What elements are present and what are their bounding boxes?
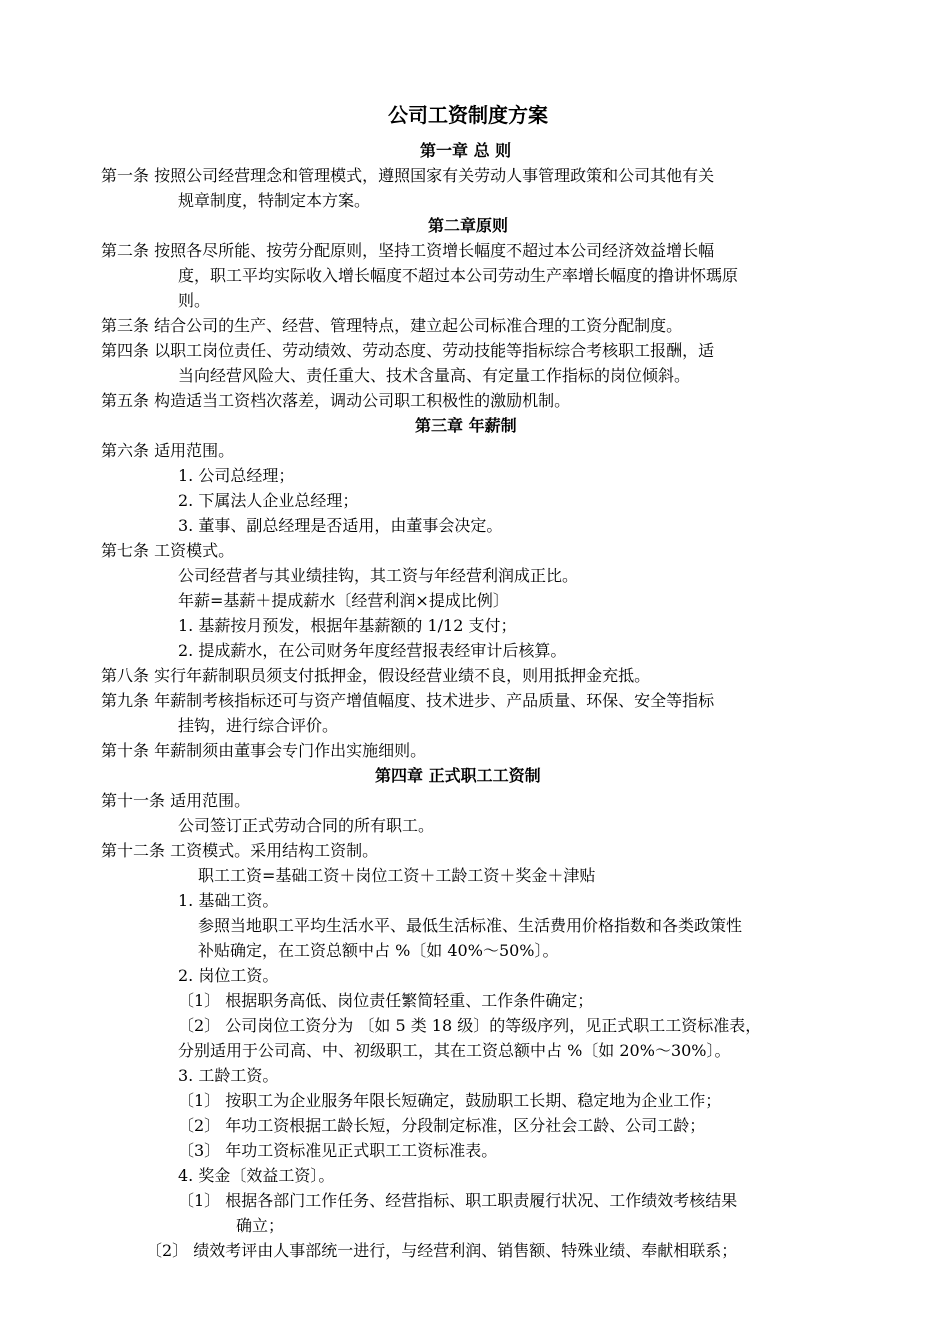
body-line: 当向经营风险大、责任重大、技术含量高、有定量工作指标的岗位倾斜。 <box>178 366 691 385</box>
body-line: 第一条 按照公司经营理念和管理模式，遵照国家有关劳动人事管理政策和公司其他有关 <box>101 166 715 185</box>
body-line: 2. 下属法人企业总经理； <box>178 491 359 510</box>
body-line: 1. 基薪按月预发，根据年基薪额的 1/12 支付； <box>178 616 517 635</box>
chapter-heading: 第四章 正式职工工资制 <box>375 766 541 785</box>
body-line: 分别适用于公司高、中、初级职工，其在工资总额中占 %〔如 20%～30%〕。 <box>178 1041 731 1060</box>
body-line: 第三条 结合公司的生产、经营、管理特点，建立起公司标准合理的工资分配制度。 <box>101 316 683 335</box>
body-line: 补贴确定，在工资总额中占 %〔如 40%～50%〕。 <box>198 941 559 960</box>
body-line: 〔1〕 按职工为企业服务年限长短确定，鼓励职工长期、稳定地为企业工作； <box>178 1091 722 1110</box>
body-line: 〔1〕 根据各部门工作任务、经营指标、职工职责履行状况、工作绩效考核结果 <box>178 1191 738 1210</box>
body-line: 第五条 构造适当工资档次落差，调动公司职工积极性的激励机制。 <box>101 391 571 410</box>
body-line: 〔2〕 绩效考评由人事部统一进行，与经营利润、销售额、特殊业绩、奉献相联系； <box>146 1241 738 1260</box>
body-line: 第六条 适用范围。 <box>101 441 235 460</box>
body-line: 年薪=基薪＋提成薪水〔经营利润×提成比例〕 <box>178 591 509 610</box>
body-line: 3. 工龄工资。 <box>178 1066 279 1085</box>
body-line: 第四条 以职工岗位责任、劳动绩效、劳动态度、劳动技能等指标综合考核职工报酬，适 <box>101 341 715 360</box>
body-line: 确立； <box>236 1216 285 1235</box>
body-line: 第二条 按照各尽所能、按劳分配原则，坚持工资增长幅度不超过本公司经济效益增长幅 <box>101 241 715 260</box>
body-line: 规章制度，特制定本方案。 <box>178 191 371 210</box>
body-line: 职工工资=基础工资＋岗位工资＋工龄工资＋奖金＋津贴 <box>198 866 596 885</box>
body-line: 1. 公司总经理； <box>178 466 295 485</box>
body-line: 第十一条 适用范围。 <box>101 791 251 810</box>
body-line: 则。 <box>178 291 211 310</box>
body-line: 2. 岗位工资。 <box>178 966 279 985</box>
body-line: 参照当地职工平均生活水平、最低生活标准、生活费用价格指数和各类政策性 <box>198 916 743 935</box>
body-line: 3. 董事、副总经理是否适用，由董事会决定。 <box>178 516 503 535</box>
body-line: 度，职工平均实际收入增长幅度不超过本公司劳动生产率增长幅度的撸讲怀瑪原 <box>178 266 739 285</box>
body-line: 4. 奖金〔效益工资〕。 <box>178 1166 335 1185</box>
body-line: 第十条 年薪制须由董事会专门作出实施细则。 <box>101 741 427 760</box>
body-line: 第九条 年薪制考核指标还可与资产增值幅度、技术进步、产品质量、环保、安全等指标 <box>101 691 715 710</box>
body-line: 公司经营者与其业绩挂钩，其工资与年经营利润成正比。 <box>178 566 579 585</box>
chapter-heading: 第三章 年薪制 <box>415 416 517 435</box>
body-line: 第七条 工资模式。 <box>101 541 235 560</box>
body-line: 〔2〕 年功工资根据工龄长短，分段制定标准，区分社会工龄、公司工龄； <box>178 1116 706 1135</box>
body-line: 第八条 实行年薪制职员须支付抵押金，假设经营业绩不良，则用抵押金充抵。 <box>101 666 651 685</box>
body-line: 〔3〕 年功工资标准见正式职工工资标准表。 <box>178 1141 498 1160</box>
body-line: 〔2〕 公司岗位工资分为 〔如 5 类 18 级〕的等级序列，见正式职工工资标准表， <box>178 1016 762 1035</box>
document-title: 公司工资制度方案 <box>388 103 548 127</box>
body-line: 〔1〕 根据职务高低、岗位责任繁简轻重、工作条件确定； <box>178 991 594 1010</box>
body-line: 公司签订正式劳动合同的所有职工。 <box>178 816 435 835</box>
body-line: 1. 基础工资。 <box>178 891 279 910</box>
body-line: 2. 提成薪水，在公司财务年度经营报表经审计后核算。 <box>178 641 567 660</box>
chapter-heading: 第二章原则 <box>428 216 509 235</box>
chapter-heading: 第一章 总 则 <box>420 141 512 160</box>
body-line: 第十二条 工资模式。采用结构工资制。 <box>101 841 379 860</box>
body-line: 挂钩，进行综合评价。 <box>178 716 339 735</box>
